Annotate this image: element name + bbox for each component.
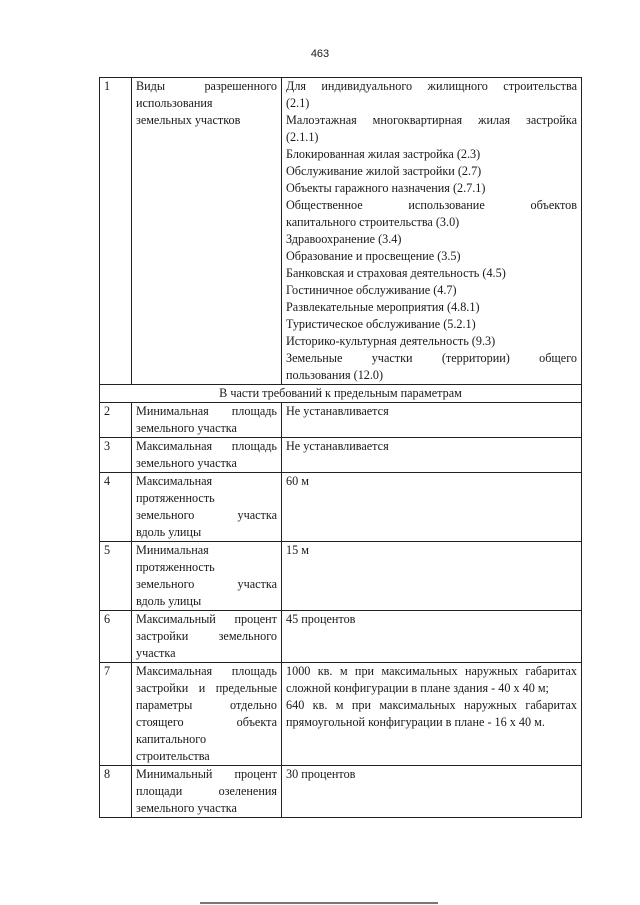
value-line: Развлекательные мероприятия (4.8.1) — [286, 300, 480, 314]
value-line: Не устанавливается — [286, 439, 389, 453]
land-use-table — [99, 77, 582, 818]
value-line: Историко-культурная деятельность (9.3) — [286, 334, 496, 348]
label-line: земельного участка — [136, 421, 237, 435]
row-value — [282, 438, 582, 473]
table-row — [100, 473, 582, 542]
row-number: 1 — [100, 78, 132, 385]
label-line: Максимальная площадь — [136, 439, 277, 453]
label-line: Минимальная — [136, 543, 209, 557]
row-value — [282, 78, 582, 385]
label-line: строительства — [136, 749, 210, 763]
row-label — [132, 611, 282, 663]
value-line: 60 м — [286, 474, 309, 488]
label-line: Минимальная площадь — [136, 404, 277, 418]
table-row — [100, 663, 582, 766]
row-number: 5 — [100, 542, 132, 611]
value-line: (2.1.1) — [286, 130, 319, 144]
value-line: Для индивидуального жилищного строительства — [286, 79, 577, 93]
label-line: земельных участков — [136, 113, 241, 127]
row-number: 7 — [100, 663, 132, 766]
row-label — [132, 542, 282, 611]
label-line: земельного участка — [136, 577, 277, 591]
label-line: застройки и предельные — [136, 681, 277, 695]
label-line: площади озеленения — [136, 784, 277, 798]
label-line: протяженность — [136, 560, 215, 574]
label-line: капитального — [136, 732, 207, 746]
value-line: (2.1) — [286, 96, 310, 110]
table-row — [100, 78, 582, 385]
table-row — [100, 766, 582, 818]
row-value — [282, 663, 582, 766]
value-line: Образование и просвещение (3.5) — [286, 249, 461, 263]
label-line: земельного участка — [136, 801, 237, 815]
row-label — [132, 78, 282, 385]
row-value — [282, 542, 582, 611]
value-line: Не устанавливается — [286, 404, 389, 418]
value-line: Объекты гаражного назначения (2.7.1) — [286, 181, 486, 195]
row-number: 3 — [100, 438, 132, 473]
table-row — [100, 403, 582, 438]
row-number: 2 — [100, 403, 132, 438]
value-line: 1000 кв. м при максимальных наружных габаритах — [286, 664, 577, 678]
label-line: Максимальный процент — [136, 612, 277, 626]
row-value — [282, 473, 582, 542]
value-line: капитального строительства (3.0) — [286, 215, 460, 229]
value-line: пользования (12.0) — [286, 368, 384, 382]
label-line: вдоль улицы — [136, 525, 202, 539]
value-line: 30 процентов — [286, 767, 356, 781]
value-line: 45 процентов — [286, 612, 356, 626]
value-line: Земельные участки (территории) общего — [286, 351, 577, 365]
row-label — [132, 473, 282, 542]
row-number: 4 — [100, 473, 132, 542]
value-line: прямоугольной конфигурации в плане - 16 х 40 м. — [286, 715, 545, 729]
label-line: Максимальная — [136, 474, 213, 488]
value-line: сложной конфигурации в плане здания - 40 х 40 м; — [286, 681, 549, 695]
value-line: 15 м — [286, 543, 309, 557]
value-line: Блокированная жилая застройка (2.3) — [286, 147, 481, 161]
table-row — [100, 611, 582, 663]
label-line: застройки земельного — [136, 629, 277, 643]
table-row — [100, 542, 582, 611]
row-label — [132, 663, 282, 766]
row-value — [282, 766, 582, 818]
label-line: протяженность — [136, 491, 215, 505]
row-value — [282, 611, 582, 663]
page-number: 463 — [310, 48, 330, 60]
row-number: 6 — [100, 611, 132, 663]
value-line: Гостиничное обслуживание (4.7) — [286, 283, 457, 297]
value-line: Туристическое обслуживание (5.2.1) — [286, 317, 476, 331]
value-line: Здравоохранение (3.4) — [286, 232, 402, 246]
label-line: земельного участка — [136, 456, 237, 470]
label-line: Минимальный процент — [136, 767, 277, 781]
table-row — [100, 438, 582, 473]
value-line: Общественное использование объектов — [286, 198, 577, 212]
label-line: параметры отдельно — [136, 698, 277, 712]
section-heading-row — [100, 385, 582, 403]
label-line: Максимальная площадь — [136, 664, 277, 678]
label-line: использования — [136, 96, 213, 110]
row-number: 8 — [100, 766, 132, 818]
label-line: стоящего объекта — [136, 715, 277, 729]
row-label — [132, 438, 282, 473]
row-value — [282, 403, 582, 438]
row-label — [132, 403, 282, 438]
label-line: земельного участка — [136, 508, 277, 522]
row-label — [132, 766, 282, 818]
section-heading: В части требований к предельным параметрам — [100, 385, 582, 403]
value-line: Обслуживание жилой застройки (2.7) — [286, 164, 482, 178]
value-line: 640 кв. м при максимальных наружных габаритах — [286, 698, 577, 712]
value-line: Малоэтажная многоквартирная жилая застройка — [286, 113, 577, 127]
bottom-rule — [200, 902, 438, 904]
label-line: Виды разрешенного — [136, 79, 277, 93]
label-line: вдоль улицы — [136, 594, 202, 608]
value-line: Банковская и страховая деятельность (4.5) — [286, 266, 506, 280]
label-line: участка — [136, 646, 176, 660]
